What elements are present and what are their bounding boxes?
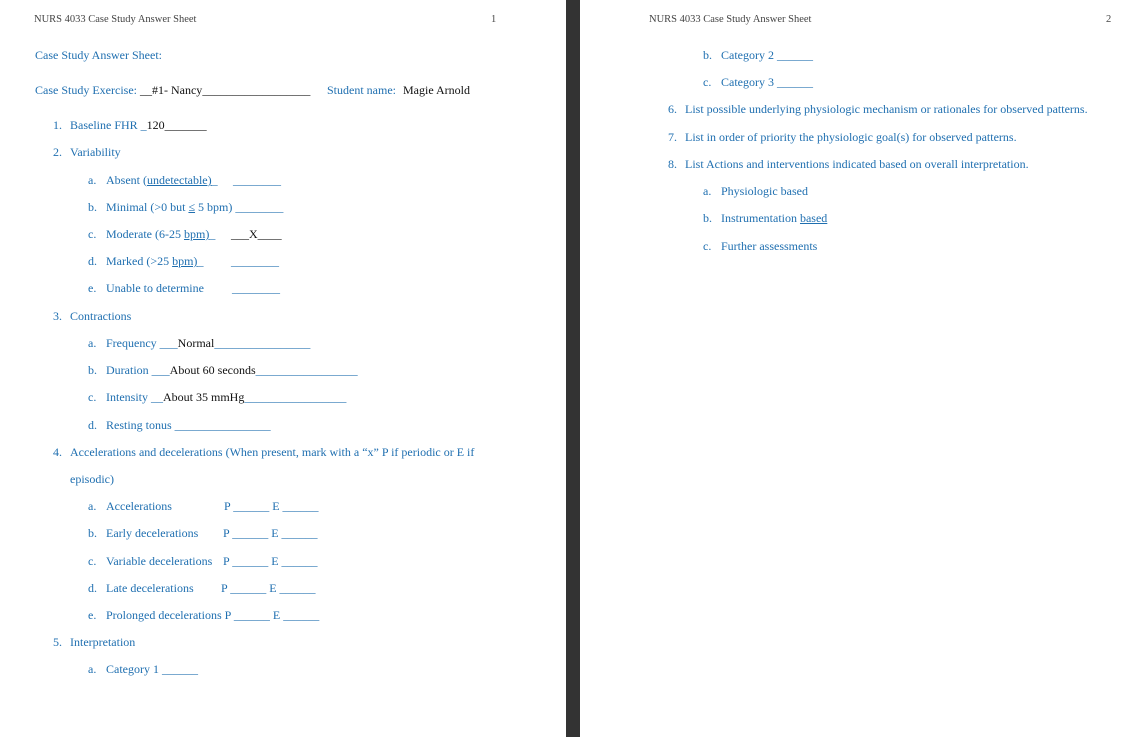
exercise-value[interactable]: #1- Nancy	[151, 83, 203, 97]
question-accel-decel: Accelerations and decelerations (When present, mark with a “x” P if periodic or E if	[70, 445, 475, 459]
variability-absent: Absent (undetectable)_	[106, 173, 218, 187]
category-3[interactable]: Category 3 ______	[721, 75, 813, 89]
contraction-frequency: Frequency ___Normal________________	[106, 336, 311, 350]
accelerations-pe[interactable]: P ______ E ______	[224, 499, 319, 513]
variability-absent-blank[interactable]: ________	[233, 173, 281, 187]
question-interpretation: Interpretation	[70, 635, 136, 649]
late-decel-label: Late decelerations	[106, 581, 194, 595]
variability-unable-blank[interactable]: ________	[232, 281, 280, 295]
duration-value[interactable]: About 60 seconds	[169, 363, 256, 377]
baseline-fhr-value[interactable]: 120	[146, 118, 165, 132]
page-header: NURS 4033 Case Study Answer Sheet	[649, 14, 812, 25]
category-2[interactable]: Category 2 ______	[721, 48, 813, 62]
question-mechanisms: List possible underlying physiologic mechanism or rationales for observed patterns.	[685, 102, 1088, 116]
question-variability: Variability	[70, 145, 121, 159]
variability-marked: Marked (>25 bpm)_	[106, 254, 204, 268]
page-header: NURS 4033 Case Study Answer Sheet	[34, 14, 197, 25]
action-instrumentation: Instrumentation based	[721, 211, 828, 225]
question-priority-goals: List in order of priority the physiologic goal(s) for observed patterns.	[685, 130, 1017, 144]
question-accel-decel-cont: episodic)	[70, 472, 114, 486]
variable-decel-pe[interactable]: P ______ E ______	[223, 554, 318, 568]
intensity-value[interactable]: About 35 mmHg	[163, 390, 245, 404]
late-decel-pe[interactable]: P ______ E ______	[221, 581, 316, 595]
page-divider	[566, 0, 580, 737]
document-page-2: NURS 4033 Case Study Answer Sheet 2 b. Category 2 ______ c. Category 3 ______ 6. List possible underlying physiologic mechanism or rationales for observed patterns. 7. List in order of priority the physiologic goal(s) for observed patterns. 8. List Actions and interventions indicated based on overall interpretation. a. Physiologic based b. Instrumentation based c. Further assessments	[580, 0, 1126, 737]
accelerations-label: Accelerations	[106, 499, 172, 513]
variability-marked-blank[interactable]: ________	[231, 254, 279, 268]
question-actions: List Actions and interventions indicated based on overall interpretation.	[685, 157, 1029, 171]
prolonged-decel[interactable]: Prolonged decelerations P ______ E ______	[106, 608, 320, 622]
question-contractions: Contractions	[70, 309, 132, 323]
variability-moderate-answer[interactable]: ___X____	[231, 227, 282, 241]
exercise-line: Case Study Exercise: __#1- Nancy__________________	[35, 83, 311, 97]
variable-decel-label: Variable decelerations	[106, 554, 213, 568]
contraction-duration: Duration ___About 60 seconds_________________	[106, 363, 358, 377]
document-title: Case Study Answer Sheet:	[35, 48, 162, 62]
early-decel-label: Early decelerations	[106, 526, 199, 540]
action-further-assessments: Further assessments	[721, 239, 818, 253]
frequency-value[interactable]: Normal	[177, 336, 215, 350]
variability-moderate: Moderate (6-25 bpm)_	[106, 227, 216, 241]
page-number: 1	[491, 14, 497, 25]
contraction-resting-tonus[interactable]: Resting tonus ________________	[106, 418, 271, 432]
action-physiologic: Physiologic based	[721, 184, 808, 198]
early-decel-pe[interactable]: P ______ E ______	[223, 526, 318, 540]
question-baseline-fhr: Baseline FHR _120_______	[70, 118, 207, 132]
variability-minimal: Minimal (>0 but ≤ 5 bpm) ________	[106, 200, 284, 214]
contraction-intensity: Intensity __About 35 mmHg_________________	[106, 390, 347, 404]
variability-unable: Unable to determine	[106, 281, 204, 295]
student-name-line: Student name: Magie Arnold	[327, 83, 470, 97]
student-name-value[interactable]: Magie Arnold	[403, 83, 470, 97]
category-1[interactable]: Category 1 ______	[106, 662, 198, 676]
document-page-1: NURS 4033 Case Study Answer Sheet 1 Case Study Answer Sheet: Case Study Exercise: __#1- Nancy__________________ Student name: Magie Arnold 1. Baseline FHR _120_______ 2. Variability a. Absent (undetectable)_ ________ b. Minimal (>0 but ≤ 5 bpm) ________ c. Moderate (6-25 bpm)_ ___X____ d. Marked (>25 bpm)_ ________ e. Unable to determine ________ 3. Contractions a. Frequency ___Normal________________ b. Duration ___About 60 seconds_________________ c. Intensity __About 35 mmHg_________________ d. Resting tonus ________________ 4. Accelerations and decelerations (When present, mark with a “x” P if periodic or E if episodic) a. Accelerations P ______ E ______ b. Early decelerations P ______ E ______ c. Variable decelerations P ______ E ______ d. Late decelerations P ______ E ______ e. Prolonged decelerations P ______ E ______ 5. Interpretation a. Category 1 ______	[0, 0, 566, 737]
page-number: 2	[1106, 14, 1112, 25]
